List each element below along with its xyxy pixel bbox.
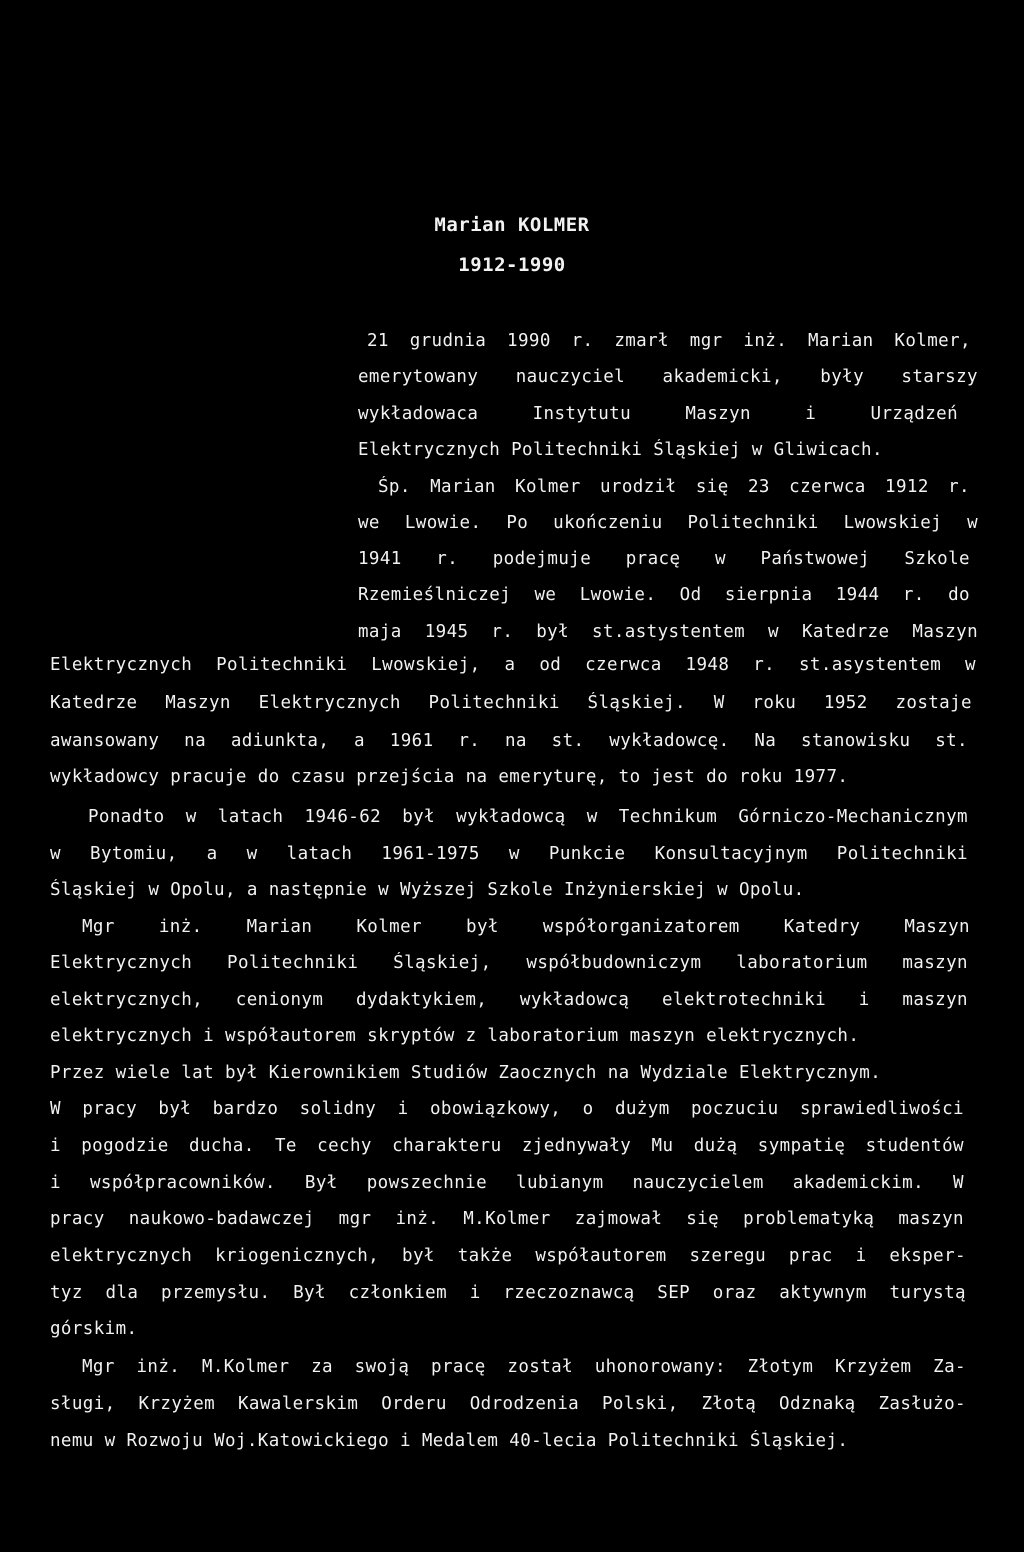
- text-line: Mgr inż. Marian Kolmer był współorganizatorem Katedry Maszyn: [82, 917, 970, 937]
- text-line: elektrycznych i współautorem skryptów z laboratorium maszyn elektrycznych.: [50, 1026, 860, 1046]
- text-line: elektrycznych, cenionym dydaktykiem, wykładowcą elektrotechniki i maszyn: [50, 990, 968, 1010]
- text-line: Mgr inż. M.Kolmer za swoją pracę został uhonorowany: Złotym Krzyżem Za-: [82, 1357, 966, 1377]
- document-title-years: 1912-1990: [458, 254, 566, 276]
- text-line: 21 grudnia 1990 r. zmarł mgr inż. Marian Kolmer,: [367, 331, 971, 351]
- text-line: w Bytomiu, a w latach 1961-1975 w Punkcie Konsultacyjnym Politechniki: [50, 844, 968, 864]
- text-line: górskim.: [50, 1319, 138, 1339]
- text-line: Elektrycznych Politechniki Śląskiej w Gliwicach.: [358, 440, 883, 460]
- text-line: i pogodzie ducha. Te cechy charakteru zjednywały Mu dużą sympatię studentów: [50, 1136, 964, 1156]
- text-line: Elektrycznych Politechniki Śląskiej, współbudowniczym laboratorium maszyn: [50, 953, 968, 973]
- text-line: wykładowcy pracuje do czasu przejścia na emeryturę, to jest do roku 1977.: [50, 767, 849, 787]
- document-title-name: Marian KOLMER: [434, 214, 590, 236]
- text-line: sługi, Krzyżem Kawalerskim Orderu Odrodzenia Polski, Złotą Odznaką Zasłużo-: [50, 1394, 966, 1414]
- text-line: pracy naukowo-badawczej mgr inż. M.Kolmer zajmował się problematyką maszyn: [50, 1209, 964, 1229]
- text-line: Ponadto w latach 1946-62 był wykładowcą w Technikum Górniczo-Mechanicznym: [88, 807, 968, 827]
- text-line: 1941 r. podejmuje pracę w Państwowej Szkole: [358, 549, 970, 569]
- text-line: Śp. Marian Kolmer urodził się 23 czerwca 1912 r.: [378, 477, 970, 497]
- text-line: elektrycznych kriogenicznych, był także współautorem szeregu prac i eksper-: [50, 1246, 966, 1266]
- text-line: maja 1945 r. był st.astystentem w Katedrze Maszyn: [358, 622, 978, 642]
- text-line: Śląskiej w Opolu, a następnie w Wyższej Szkole Inżynierskiej w Opolu.: [50, 880, 805, 900]
- text-line: Katedrze Maszyn Elektrycznych Politechniki Śląskiej. W roku 1952 zostaje: [50, 693, 972, 713]
- text-line: W pracy był bardzo solidny i obowiązkowy, o dużym poczuciu sprawiedliwości: [50, 1099, 964, 1119]
- text-line: emerytowany nauczyciel akademicki, były starszy: [358, 367, 978, 387]
- text-line: tyz dla przemysłu. Był członkiem i rzeczoznawcą SEP oraz aktywnym turystą: [50, 1283, 966, 1303]
- text-line: awansowany na adiunkta, a 1961 r. na st. wykładowcę. Na stanowisku st.: [50, 731, 968, 751]
- text-line: nemu w Rozwoju Woj.Katowickiego i Medalem 40-lecia Politechniki Śląskiej.: [50, 1431, 849, 1451]
- text-line: Elektrycznych Politechniki Lwowskiej, a od czerwca 1948 r. st.asystentem w: [50, 655, 976, 675]
- text-line: wykładowaca Instytutu Maszyn i Urządzeń: [358, 404, 958, 424]
- text-line: Przez wiele lat był Kierownikiem Studiów Zaocznych na Wydziale Elektrycznym.: [50, 1063, 882, 1083]
- text-line: we Lwowie. Po ukończeniu Politechniki Lwowskiej w: [358, 513, 978, 533]
- text-line: Rzemieślniczej we Lwowie. Od sierpnia 1944 r. do: [358, 585, 970, 605]
- text-line: i współpracowników. Był powszechnie lubianym nauczycielem akademickim. W: [50, 1173, 964, 1193]
